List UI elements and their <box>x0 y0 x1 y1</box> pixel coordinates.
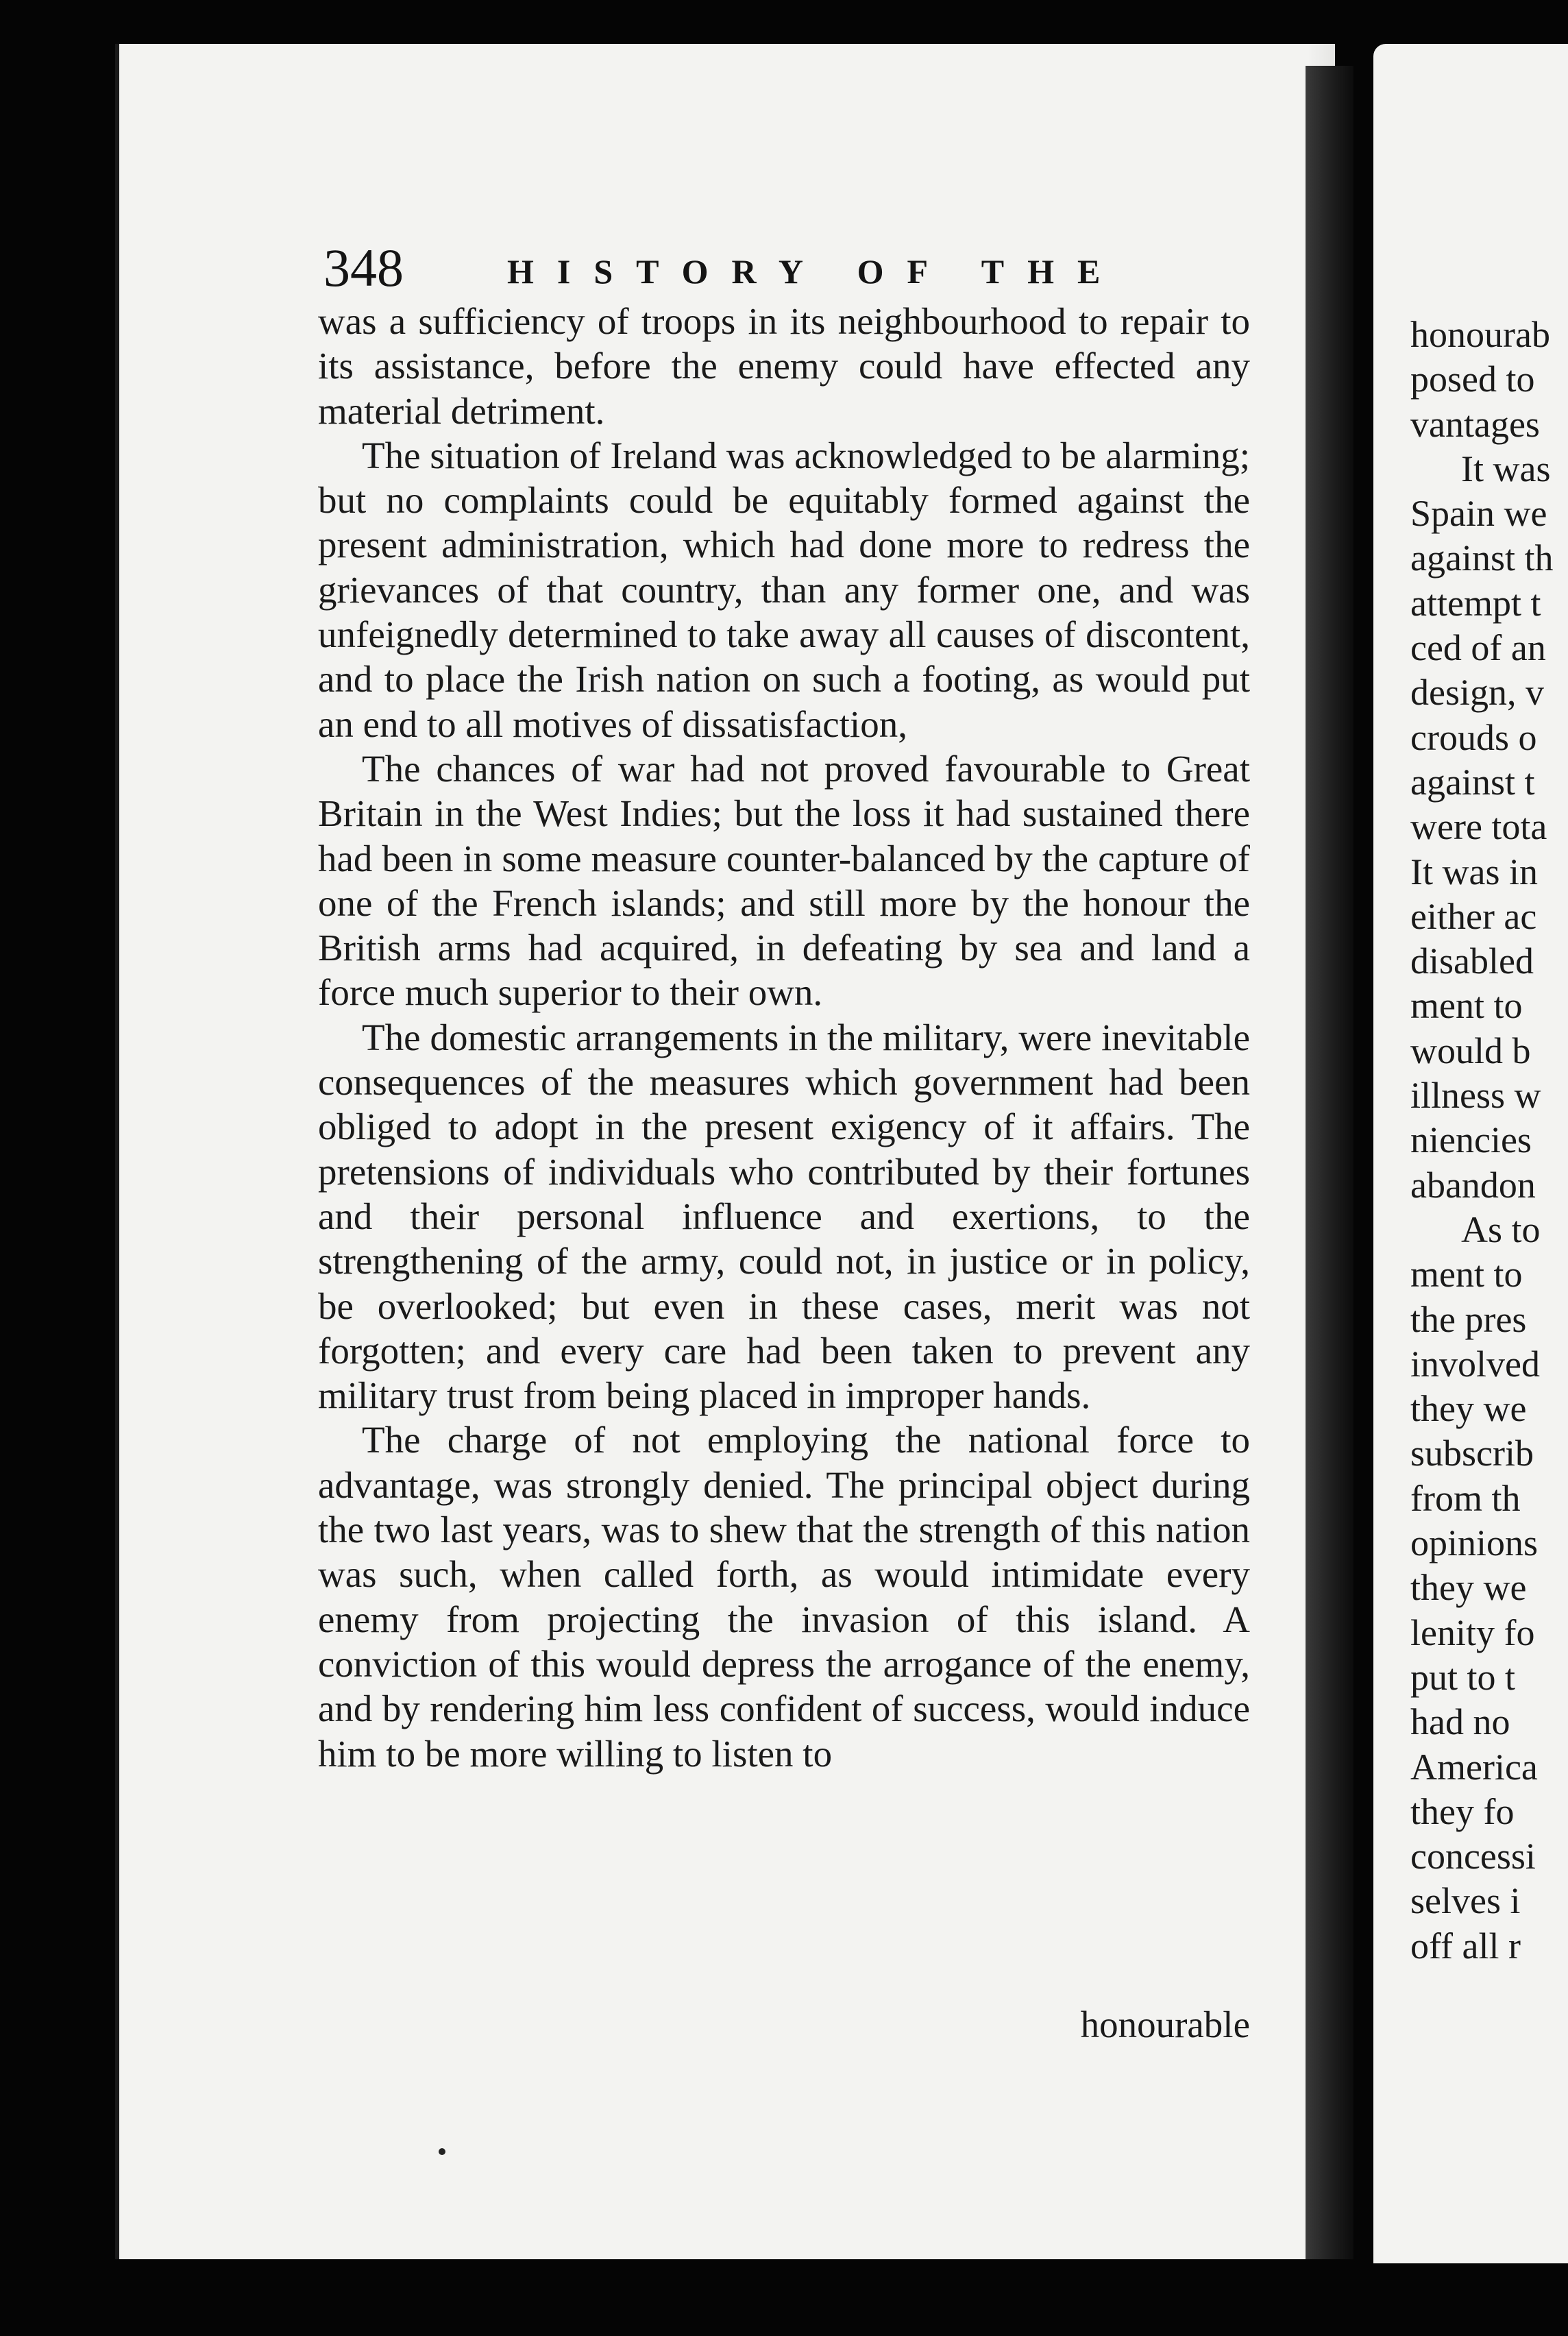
facing-page-line: against th <box>1410 537 1554 579</box>
facing-page-line: selves i <box>1410 1880 1521 1922</box>
facing-page-line: were tota <box>1410 806 1547 848</box>
facing-page-line: against t <box>1410 761 1535 803</box>
facing-page-line: illness w <box>1410 1075 1541 1117</box>
facing-page-line: would b <box>1410 1030 1531 1071</box>
facing-page-line: It was in <box>1410 851 1538 892</box>
facing-page-line: from th <box>1410 1477 1521 1519</box>
facing-page-line: posed to <box>1410 358 1535 400</box>
facing-page-line: either ac <box>1410 895 1537 937</box>
facing-page-line: Spain we <box>1410 493 1547 535</box>
facing-page-line: off all r <box>1410 1925 1521 1967</box>
facing-page-line: had no <box>1410 1701 1510 1743</box>
facing-page-line: It was <box>1461 448 1551 489</box>
facing-page-line: they fo <box>1410 1790 1515 1832</box>
facing-page-line: subscrib <box>1410 1433 1534 1474</box>
facing-page-text <box>1410 313 1568 1969</box>
paragraph: was a sufficiency of troops in its neighbourhood to repair to its assistance, before the enemy could have effected any material detriment. <box>318 300 1250 432</box>
paragraph: The charge of not employing the national force to advantage, was strongly denied. The principal object during the two last years, was to shew that the strength of this nation was such, when called forth, as would intimidate every enemy from projecting the invasion of this island. A conviction of this would depress the arrogance of the enemy, and by rendering him less confident of success, would induce him to be more willing to listen to <box>318 1419 1250 1775</box>
page-header <box>206 237 1302 299</box>
book-gutter <box>1306 66 1353 2259</box>
facing-page-line: As to <box>1461 1208 1541 1250</box>
facing-page-line: America <box>1410 1746 1538 1788</box>
facing-page-line: ced of an <box>1410 627 1546 669</box>
facing-page-line: they we <box>1410 1388 1527 1430</box>
facing-page-line: attempt t <box>1410 582 1541 624</box>
facing-page-line: lenity fo <box>1410 1611 1535 1653</box>
facing-page-line: honourab <box>1410 314 1550 355</box>
facing-page-line: niencies <box>1410 1119 1532 1161</box>
facing-page-line: abandon <box>1410 1164 1536 1206</box>
facing-page-line: disabled <box>1410 940 1534 982</box>
body-text <box>318 299 1250 1776</box>
facing-page-line: vantages <box>1410 403 1540 445</box>
right-page <box>1373 44 1568 2263</box>
facing-page-line: design, v <box>1410 672 1544 714</box>
facing-page-line: concessi <box>1410 1836 1536 1877</box>
facing-page-line: they we <box>1410 1567 1527 1609</box>
facing-page-line: opinions <box>1410 1522 1539 1564</box>
paragraph: The situation of Ireland was acknowledged to be alarming; but no complaints could be equitably formed against the present administration, which had done more to redress the grievances of that country, than any former one, and was unfeignedly determined to take away all causes of discontent, and to place the Irish nation on such a footing, as would put an end to all motives of dissatisfaction, <box>318 434 1250 745</box>
facing-page-line: the pres <box>1410 1298 1527 1340</box>
paragraph: The domestic arrangements in the military, were inevitable consequences of the measures which government had been obliged to adopt in the present exigency of it affairs. The pretensions of individuals who contributed by their fortunes and their personal influence and exertions, to the strengthening of the army, could not, in justice or in policy, be overlooked; but even in these cases, merit was not forgotten; and every care had been taken to prevent any military trust from being placed in improper hands. <box>318 1016 1250 1417</box>
ink-speck <box>439 2148 445 2155</box>
catchword: honourable <box>1080 2004 1250 2045</box>
running-title: HISTORY OF THE <box>507 252 1124 291</box>
facing-page-line: involved <box>1410 1343 1540 1385</box>
page-number: 348 <box>323 238 404 297</box>
facing-page-line: put to t <box>1410 1656 1516 1698</box>
facing-page-line: ment to <box>1410 985 1523 1027</box>
paragraph: The chances of war had not proved favourable to Great Britain in the West Indies; but the loss it had sustained there had been in some measure counter-balanced by the capture of one of the French islands; and still more by the honour the British arms had acquired, in defeating by sea and land a force much superior to their own. <box>318 747 1250 1014</box>
facing-page-line: ment to <box>1410 1254 1523 1295</box>
facing-page-line: crouds o <box>1410 716 1537 758</box>
